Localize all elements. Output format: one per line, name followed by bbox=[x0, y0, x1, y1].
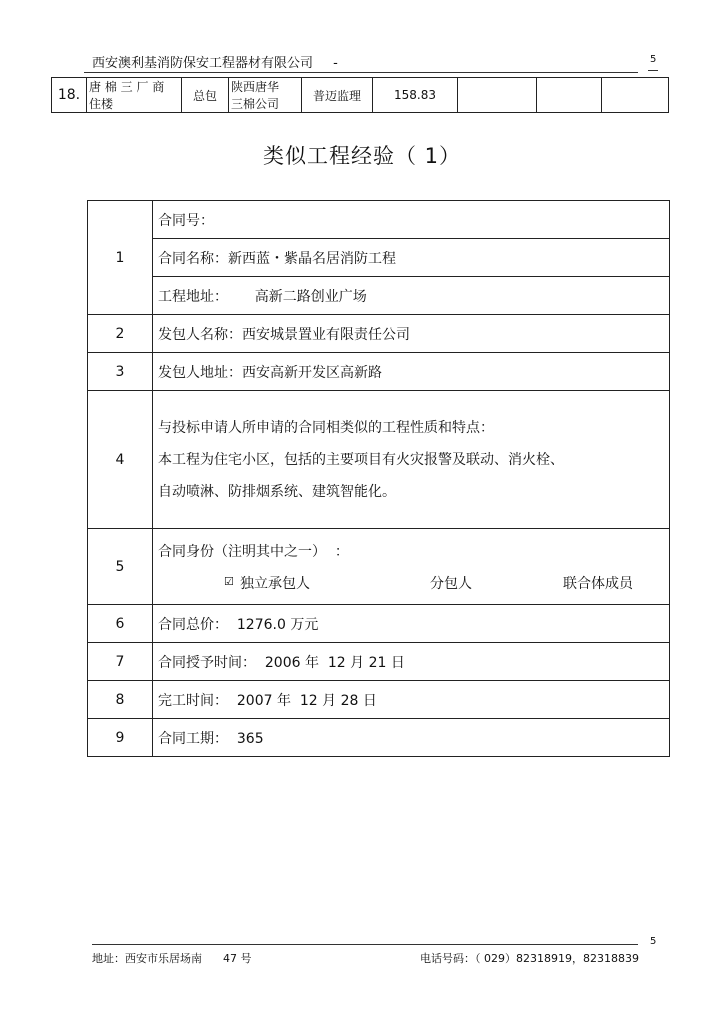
award-date: 合同授予时间： 2006 年 12 月 21 日 bbox=[153, 643, 670, 681]
identity-label: 合同身份（注明其中之一） ： bbox=[158, 543, 349, 560]
supervisor: 普迈监理 bbox=[302, 78, 373, 113]
footer-page-number: 5 bbox=[650, 936, 657, 947]
footer-phone: 电话号码：（ 029）82318919，82318839 bbox=[420, 952, 639, 965]
table-row bbox=[88, 643, 670, 681]
contract-duration: 合同工期： 365 bbox=[153, 719, 670, 757]
table-row bbox=[88, 529, 670, 605]
page-title: 类似工程经验（ 1） bbox=[262, 144, 462, 168]
option-subcontractor: 分包人 bbox=[430, 575, 472, 592]
header-rule bbox=[84, 72, 638, 73]
project-name-line1: 唐 棉 三 厂 商 bbox=[89, 80, 165, 94]
previous-project-row bbox=[51, 77, 669, 113]
completion-date: 完工时间： 2007 年 12 月 28 日 bbox=[153, 681, 670, 719]
header-company bbox=[92, 52, 338, 71]
contract-price: 合同总价： 1276.0 万元 bbox=[153, 605, 670, 643]
table-row bbox=[88, 239, 670, 277]
row-number: 4 bbox=[88, 391, 153, 529]
contract-name: 合同名称：新西蓝・紫晶名居消防工程 bbox=[153, 239, 670, 277]
footer-rule bbox=[92, 944, 638, 945]
header-page-number: 5 bbox=[650, 54, 657, 65]
identity-options bbox=[158, 567, 668, 597]
characteristics-line3: 自动喷淋、防排烟系统、建筑智能化。 bbox=[158, 483, 396, 500]
row-number: 8 bbox=[88, 681, 153, 719]
contract-type: 总包 bbox=[182, 78, 229, 113]
client-line1: 陕西唐华 bbox=[231, 80, 280, 94]
table-row bbox=[88, 681, 670, 719]
table-row bbox=[52, 78, 669, 113]
experience-table bbox=[87, 200, 670, 757]
project-characteristics bbox=[153, 391, 670, 529]
project-name-line2: 住楼 bbox=[89, 97, 114, 111]
row-number: 2 bbox=[88, 315, 153, 353]
employer-name: 发包人名称：西安城景置业有限责任公司 bbox=[153, 315, 670, 353]
row-number: 18. bbox=[52, 78, 87, 113]
empty-cell bbox=[602, 78, 669, 113]
table-row bbox=[88, 391, 670, 529]
table-row bbox=[88, 605, 670, 643]
empty-cell bbox=[537, 78, 602, 113]
client-name bbox=[229, 78, 302, 113]
row-number: 6 bbox=[88, 605, 153, 643]
characteristics-line1: 与投标申请人所申请的合同相类似的工程性质和特点： bbox=[158, 419, 494, 436]
checkbox-checked-icon: ☑ bbox=[224, 574, 234, 588]
option-independent-contractor: 独立承包人 bbox=[240, 575, 310, 592]
characteristics-line2: 本工程为住宅小区，包括的主要项目有火灾报警及联动、消火栓、 bbox=[158, 451, 564, 468]
table-row bbox=[88, 277, 670, 315]
empty-cell bbox=[458, 78, 537, 113]
table-row bbox=[88, 315, 670, 353]
table-row bbox=[88, 719, 670, 757]
contract-number: 合同号： bbox=[153, 201, 670, 239]
header-dash: - bbox=[333, 56, 338, 71]
employer-address: 发包人地址：西安高新开发区高新路 bbox=[153, 353, 670, 391]
row-number: 1 bbox=[88, 201, 153, 315]
project-name bbox=[87, 78, 182, 113]
row-number: 9 bbox=[88, 719, 153, 757]
table-row bbox=[88, 201, 670, 239]
row-number: 7 bbox=[88, 643, 153, 681]
option-consortium-member: 联合体成员 bbox=[563, 575, 633, 592]
client-line2: 三棉公司 bbox=[231, 97, 280, 111]
row-number: 3 bbox=[88, 353, 153, 391]
footer-address: 地址：西安市乐居场南 47 号 bbox=[92, 952, 252, 965]
table-row bbox=[88, 353, 670, 391]
contract-identity bbox=[153, 529, 670, 605]
company-name: 西安澳利基消防保安工程器材有限公司 bbox=[92, 56, 314, 71]
amount: 158.83 bbox=[373, 78, 458, 113]
row-number: 5 bbox=[88, 529, 153, 605]
header-page-rule bbox=[648, 70, 658, 71]
project-site: 工程地址： 高新二路创业广场 bbox=[153, 277, 670, 315]
